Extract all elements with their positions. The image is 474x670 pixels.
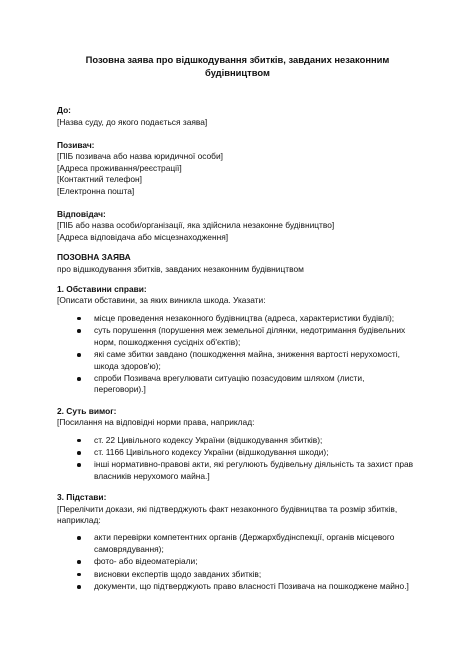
list-item: фото- або відеоматеріали; [94, 556, 418, 567]
section1-heading: 1. Обставини справи: [57, 284, 147, 295]
list-item: ст. 1166 Цивільного кодексу України (відшкодування шкоди); [94, 447, 418, 458]
plaintiff-block [57, 140, 418, 197]
claim-heading: ПОЗОВНА ЗАЯВА [57, 252, 131, 263]
section3-list [57, 532, 418, 592]
to-label: До: [57, 105, 71, 116]
section-grounds [57, 492, 418, 592]
claim-block [57, 252, 418, 275]
plaintiff-address: [Адреса проживання/реєстрації] [57, 162, 182, 173]
plaintiff-name: [ПІБ позивача або назва юридичної особи] [57, 151, 223, 162]
section1-list [57, 313, 418, 396]
defendant-name: [ПІБ або назва особи/організації, яка здійснила незаконне будівництво] [57, 220, 335, 231]
defendant-block [57, 209, 418, 243]
court-name: [Назва суду, до якого подається заява] [57, 116, 208, 127]
list-item: інші нормативно-правові акти, які регулюють будівельну діяльність та захист прав власників нерухомого майна.] [94, 459, 418, 482]
list-item: які саме збитки завдано (пошкодження майна, зниження вартості нерухомості, шкода здоров'ю); [94, 349, 418, 372]
section1-intro: [Описати обставини, за яких виникла шкода. Указати: [57, 295, 266, 306]
list-item: висновки експертів щодо завданих збитків; [94, 569, 418, 580]
section2-intro: [Посилання на відповідні норми права, наприклад: [57, 417, 255, 428]
plaintiff-phone: [Контактний телефон] [57, 174, 142, 185]
section3-intro: [Перелічити докази, які підтверджують факт незаконного будівництва та розмір збитків, наприклад: [57, 503, 398, 525]
section-claims [57, 406, 418, 482]
section3-heading: 3. Підстави: [57, 492, 107, 503]
plaintiff-email: [Електронна пошта] [57, 185, 135, 196]
section2-list [57, 435, 418, 483]
list-item: ст. 22 Цивільного кодексу України (відшкодування збитків); [94, 435, 418, 446]
list-item: акти перевірки компетентних органів (Держархбудінспекції, органів місцевого самоврядування); [94, 532, 418, 555]
section-circumstances [57, 284, 418, 396]
list-item: місце проведення незаконного будівництва (адреса, характеристики будівлі); [94, 313, 418, 324]
to-block [57, 105, 418, 128]
defendant-label: Відповідач: [57, 209, 106, 220]
claim-subheading: про відшкодування збитків, завданих незаконним будівництвом [57, 263, 304, 274]
list-item: спроби Позивача врегулювати ситуацію позасудовим шляхом (листи, переговори).] [94, 373, 418, 396]
document-title: Позовна заява про відшкодування збитків, завданих незаконним будівництвом [85, 54, 390, 78]
plaintiff-label: Позивач: [57, 140, 95, 150]
section2-heading: 2. Суть вимог: [57, 405, 117, 416]
list-item: суть порушення (порушення меж земельної ділянки, недотримання будівельних норм, пошкодження сусідніх об'єктів); [94, 325, 418, 348]
defendant-address: [Адреса відповідача або місцезнаходження] [57, 231, 229, 242]
list-item: документи, що підтверджують право власності Позивача на пошкоджене майно.] [94, 581, 418, 592]
